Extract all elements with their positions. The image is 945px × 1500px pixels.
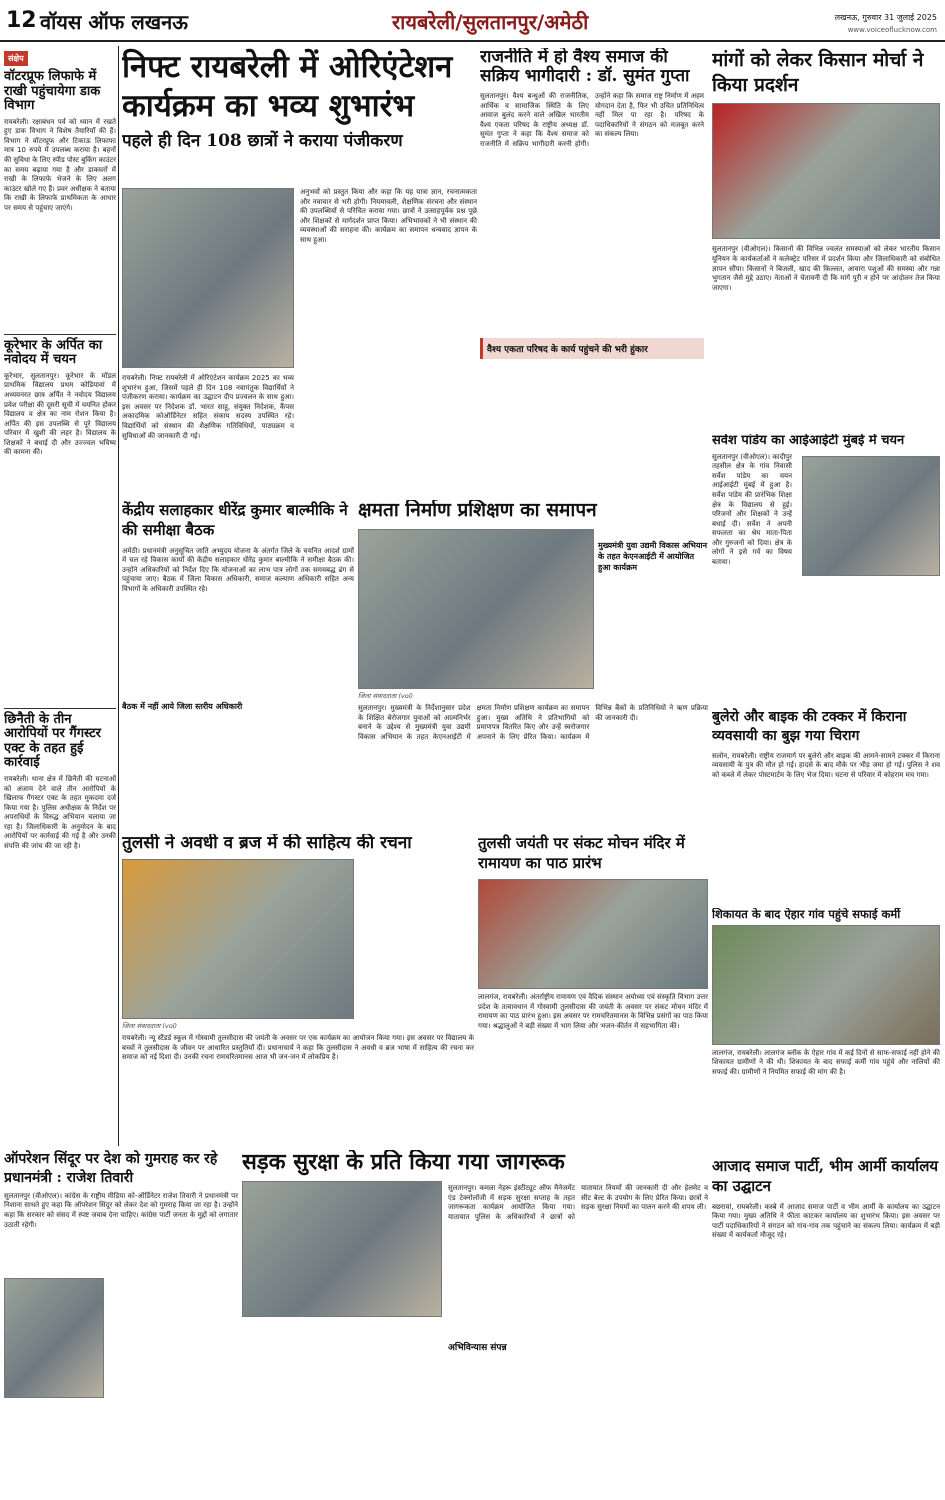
sarvesh-headline: सर्वेश पांडेय का आईआईटी मुंबई में चयन <box>712 434 905 448</box>
bolero-headline: बुलेरो और बाइक की टक्कर में किराना व्यवसायी का बुझ गया चिराग <box>712 709 907 744</box>
dateline: लखनऊ, गुरुवार 31 जुलाई 2025 <box>834 13 937 22</box>
dhirendra-body: अमेठी। प्रधानमंत्री अनुसूचित जाति अभ्युदय योजना के अंतर्गत जिले के चयनित आदर्श ग्रामों में चल रहे विकास कार्यों की केंद्रीय सलाहकार धीरेंद्र कुमार बाल्मीकि ने समीक्षा बैठक की। उन्होंने अधिकारियों को निर्देश दिए कि योजनाओं का लाभ पात्र लोगों तक समयबद्ध ढंग से पहुंचाया जाए। बैठक में जिला विकास अधिकारी, समाज कल्याण अधिकारी सहित अन्य विभागों के अधिकारी उपस्थित रहे। <box>122 546 354 593</box>
kshamata-body: सुलतानपुर। मुख्यमंत्री के निर्देशानुसार प्रदेश के शिक्षित बेरोजगार युवाओं को आत्मनिर्भर बनाने के उद्देश्य से मुख्यमंत्री युवा उद्यमी विकास अभियान के तहत केएनआईटी में क्षमता निर्माण प्रशिक्षण कार्यक्रम का समापन हुआ। मुख्य अतिथि ने प्रतिभागियों को प्रमाणपत्र वितरित किए और उन्हें स्वरोजगार अपनाने के लिए प्रेरित किया। कार्यक्रम में विभिन्न बैंकों के प्रतिनिधियों ने ऋण प्रक्रिया की जानकारी दी। <box>358 704 708 742</box>
lead-body-2: अनुभवों को प्रस्तुत किया और कहा कि यह यात्रा ज्ञान, रचनात्मकता और नवाचार से भरी होगी। नियमावली, शैक्षणिक संरचना और संस्थान की उपलब्धियों से परिचित कराया गया। छात्रों ने उत्साहपूर्वक प्रश्न पूछे और शिक्षकों से मार्गदर्शन प्राप्त किया। अभिभावकों ने भी संस्थान की व्यवस्थाओं की सराहना की। कार्यक्रम का समापन धन्यवाद ज्ञापन के साथ हुआ। <box>300 188 477 244</box>
sarvesh-photo <box>802 456 940 576</box>
brief-3-body: रायबरेली। थाना क्षेत्र में छिनैती की घटनाओं को अंजाम देने वाले तीन आरोपियों के खिलाफ गैंगस्टर एक्ट के तहत मुकदमा दर्ज किया गया है। पुलिस अधीक्षक के निर्देश पर अपराधियों के विरुद्ध अभियान चलाया जा रहा है। जिलाधिकारी के अनुमोदन के बाद आरोपियों पर कार्रवाई की गई है और उनकी संपत्ति की जांच की जा रही है। <box>4 774 116 851</box>
brief-column <box>4 46 116 1146</box>
vaishya-story <box>480 48 704 498</box>
sadak-story <box>242 1150 708 1495</box>
brand-name: वॉयस ऑफ लखनऊ <box>40 10 188 34</box>
kisan-photo <box>712 103 940 239</box>
tulsi-sahitya-photo <box>122 859 354 1019</box>
shikayat-photo <box>712 925 940 1045</box>
bolero-story <box>712 708 940 908</box>
tulsi-ramayan-headline: तुलसी जयंती पर संकट मोचन मंदिर में रामायण का पाठ प्रारंभ <box>478 834 685 872</box>
brief-1-body: रायबरेली। रक्षाबंधन पर्व को ध्यान में रखते हुए डाक विभाग ने विशेष तैयारियाँ की हैं। विभाग ने वॉटरप्रूफ और टिकाऊ लिफाफा मात्र 10 रुपये में उपलब्ध कराया है। बहनों की सुविधा के लिए स्पीड पोस्ट बुकिंग काउंटर का समय बढ़ाया गया है और डाकघरों में राखी के लिफाफे भेजने के लिए अलग काउंटर खोले गए हैं। प्रवर अधीक्षक ने बताया कि राखी के लिफाफे प्राथमिकता के आधार पर समय से पहुंचाए जाएंगे। <box>4 117 116 212</box>
lead-body-1: रायबरेली। निफ्ट रायबरेली में ओरिएंटेशन कार्यक्रम 2025 का भव्य शुभारंभ हुआ, जिसमें पहले ही दिन 108 नवागंतुक विद्यार्थियों ने पंजीकरण कराया। कार्यक्रम का उद्घाटन दीप प्रज्वलन के साथ हुआ। इस अवसर पर निदेशक डॉ. भारत साहू, संयुक्त निदेशक, कैंपस अकादमिक कोऑर्डिनेटर सहित संकाय सदस्य उपस्थित रहे। विद्यार्थियों को संस्थान की शैक्षणिक गतिविधियों, पाठ्यक्रम व सुविधाओं की जानकारी दी गई। <box>122 374 294 440</box>
kshamata-headline: क्षमता निर्माण प्रशिक्षण का समापन <box>358 500 597 521</box>
azad-story <box>712 1156 940 1496</box>
sindoor-headline: ऑपरेशन सिंदूर पर देश को गुमराह कर रहे प्रधानमंत्री : राजेश तिवारी <box>4 1151 218 1186</box>
section-title: रायबरेली/सुलतानपुर/अमेठी <box>392 10 589 34</box>
tulsi-ramayan-body: लालगंज, रायबरेली। अंतर्राष्ट्रीय रामायण एवं वैदिक संस्थान अयोध्या एवं संस्कृति विभाग उत्तर प्रदेश के तत्वावधान में गोस्वामी तुलसीदास की जयंती के अवसर पर संकट मोचन मंदिर में रामायण का पाठ प्रारंभ हुआ। इस अवसर पर रामचरितमानस के विभिन्न प्रसंगों का पाठ किया गया। श्रद्धालुओं ने बड़ी संख्या में भाग लिया और भजन-कीर्तन में सहभागिता की। <box>478 993 708 1030</box>
lead-story <box>122 48 477 498</box>
vaishya-headline: राजनीति में हो वैश्य समाज की सक्रिय भागीदारी : डॉ. सुमंत गुप्ता <box>480 48 690 87</box>
sindoor-body: सुलतानपुर (वीओएल)। कांग्रेस के राष्ट्रीय मीडिया को-ऑर्डिनेटर राजेश तिवारी ने प्रधानमंत्री पर निशाना साधते हुए कहा कि ऑपरेशन सिंदूर को लेकर देश को गुमराह किया जा रहा है। उन्होंने कहा कि सरकार को संसद में स्पष्ट जवाब देना चाहिए। कांग्रेस पार्टी जनता के मुद्दों को लगातार उठाती रहेगी। <box>4 1191 238 1229</box>
kshamata-photo <box>358 529 594 689</box>
vaishya-quote: वैश्य एकता परिषद के कार्य पहुंचने की भरी हुंकार <box>480 338 704 359</box>
kshamata-caption: जिला संवाददाता (vol) <box>358 692 414 701</box>
shikayat-body: लालगंज, रायबरेली। लालगंज ब्लॉक के ऐहार गांव में कई दिनों से साफ-सफाई नहीं होने की शिकायत ग्रामीणों ने की थी। शिकायत के बाद सफाई कर्मी गांव पहुंचे और नालियों की सफाई की। ग्रामीणों ने नियमित सफाई की मांग की है। <box>712 1048 940 1077</box>
brief-2-headline: कूरेभार के अर्पित का नवोदय में चयन <box>4 334 116 368</box>
azad-body: बछरावां, रायबरेली। कस्बे में आजाद समाज पार्टी व भीम आर्मी के कार्यालय का उद्घाटन किया गया। मुख्य अतिथि ने फीता काटकर कार्यालय का शुभारंभ किया। इस अवसर पर पार्टी पदाधिकारियों ने संगठन को गांव-गांव तक पहुंचाने का संकल्प लिया। कार्यक्रम में बड़ी संख्या में कार्यकर्ता मौजूद रहे। <box>712 1202 940 1240</box>
lead-headline: निफ्ट रायबरेली में ओरिएंटेशन कार्यक्रम का भव्य शुभारंभ <box>122 49 453 124</box>
shikayat-headline: शिकायत के बाद ऐहार गांव पहुंचे सफाई कर्मी <box>712 908 901 921</box>
tulsi-ramayan-photo <box>478 879 708 989</box>
page-number: 12 <box>6 8 37 33</box>
vaishya-body: सुलतानपुर। वैश्य बन्धुओं की राजनीतिक, आर्थिक व सामाजिक स्थिति के लिए आवाज बुलंद करने वाले अखिल भारतीय वैश्य एकता परिषद के राष्ट्रीय अध्यक्ष डॉ. सुमंत गुप्ता ने कहा कि वैश्य समाज को राजनीति में सक्रिय भागीदारी करनी होगी। उन्होंने कहा कि समाज राष्ट्र निर्माण में अहम योगदान देता है, फिर भी उचित प्रतिनिधित्व नहीं मिल पा रहा है। परिषद के पदाधिकारियों ने संगठन को मजबूत करने का संकल्प लिया। <box>480 92 704 149</box>
sarvesh-story <box>712 434 940 664</box>
sarvesh-body: सुलतानपुर (वीओएल)। कादीपुर तहसील क्षेत्र के गांव निवासी सर्वेश पांडेय का चयन आईआईटी मुंबई में हुआ है। सर्वेश पांडेय की प्रारंभिक शिक्षा क्षेत्र के विद्यालय से हुई। परिजनों और शिक्षकों ने उन्हें बधाई दी। सर्वेश ने अपनी सफलता का श्रेय माता-पिता और गुरुजनों को दिया। क्षेत्र के लोगों ने इसे गर्व का विषय बताया। <box>712 452 792 567</box>
dhirendra-headline: केंद्रीय सलाहकार धीरेंद्र कुमार बाल्मीकि ने की समीक्षा बैठक <box>122 501 348 540</box>
brief-tag: संक्षेप <box>4 51 28 66</box>
dhirendra-story <box>122 500 354 830</box>
masthead <box>0 0 945 44</box>
sadak-headline: सड़क सुरक्षा के प्रति किया गया जागरूक <box>242 1150 565 1175</box>
lead-subheadline: पहले ही दिन 108 छात्रों ने कराया पंजीकरण <box>122 130 403 151</box>
kshamata-tag: मुख्यमंत्री युवा उद्यमी विकास अभियान के तहत केएनआईटी में आयोजित हुआ कार्यक्रम <box>598 541 708 572</box>
brief-3-headline: छिनैती के तीन आरोपियों पर गैंगस्टर एक्ट के तहत हुई कार्रवाई <box>4 708 116 771</box>
kshamata-story <box>358 500 708 830</box>
azad-headline: आजाद समाज पार्टी, भीम आर्मी कार्यालय का उद्घाटन <box>712 1157 939 1196</box>
lead-photo <box>122 188 294 368</box>
brief-2-body: कूरेभार, सुलतानपुर। कूरेभार के मॉडल प्राथमिक विद्यालय प्रथम कोडियावां में अध्ययनरत छात्र अर्पित ने नवोदय विद्यालय प्रवेश परीक्षा की दूसरी सूची में चयनित होकर विद्यालय व क्षेत्र का नाम रोशन किया है। अर्पित की इस उपलब्धि से पूरे विद्यालय परिवार में खुशी की लहर है। विद्यालय के शिक्षकों ने बधाई दी और उज्ज्वल भविष्य की कामना की। <box>4 371 116 457</box>
shikayat-story <box>712 908 940 1152</box>
website: www.voiceoflucknow.com <box>847 26 937 34</box>
sindoor-story <box>4 1150 238 1495</box>
kisan-story <box>712 48 940 428</box>
tulsi-sahitya-story <box>122 834 474 1144</box>
bolero-body: सलोन, रायबरेली। राष्ट्रीय राजमार्ग पर बुलेरो और बाइक की आमने-सामने टक्कर में किराना व्यवसायी के पुत्र की मौत हो गई। हादसे के बाद मौके पर भीड़ जमा हो गई। पुलिस ने शव को कब्जे में लेकर पोस्टमार्टम के लिए भेज दिया। घटना से परिवार में कोहराम मच गया। <box>712 751 940 779</box>
sindoor-photo <box>4 1278 104 1398</box>
dhirendra-subhead: बैठक में नहीं आये जिला स्तरीय अधिकारी <box>122 701 243 711</box>
tulsi-sahitya-caption: जिला संवाददाता (vol) <box>122 1022 178 1031</box>
tulsi-ramayan-story <box>478 834 708 1144</box>
brief-1-headline: वॉटरप्रूफ लिफाफे में राखी पहुंचायेगा डाक विभाग <box>4 69 101 114</box>
kisan-headline: मांगों को लेकर किसान मोर्चा ने किया प्रदर्शन <box>712 49 924 96</box>
kisan-body: सुलतानपुर (वीओएल)। किसानों की विभिन्न ज्वलंत समस्याओं को लेकर भारतीय किसान यूनियन के कार्यकर्ताओं ने कलेक्ट्रेट परिसर में प्रदर्शन किया और जिलाधिकारी को संबोधित ज्ञापन सौंपा। किसानों ने बिजली, खाद की किल्लत, आवारा पशुओं की समस्या और गन्ना भुगतान जैसे मुद्दे उठाए। नेताओं ने चेतावनी दी कि मांगें पूरी न होने पर आंदोलन तेज किया जाएगा। <box>712 245 940 292</box>
sadak-photo <box>242 1181 442 1317</box>
tulsi-sahitya-body: रायबरेली। न्यू स्टैंडर्ड स्कूल में गोस्वामी तुलसीदास की जयंती के अवसर पर एक कार्यक्रम का आयोजन किया गया। इस अवसर पर विद्यालय के बच्चों ने तुलसीदास के जीवन पर आधारित प्रस्तुतियाँ दीं। प्रधानाचार्य ने कहा कि तुलसीदास ने अवधी व ब्रज भाषा में साहित्य की रचना कर समाज को नई दिशा दी। उनकी रचना रामचरितमानस आज भी जन-जन में लोकप्रिय है। <box>122 1034 474 1062</box>
sadak-body: सुलतानपुर। कमला नेहरू इंस्टीट्यूट ऑफ मैनेजमेंट एंड टेक्नोलॉजी में सड़क सुरक्षा सप्ताह के तहत जागरूकता कार्यक्रम आयोजित किया गया। यातायात पुलिस के अधिकारियों ने छात्रों को यातायात नियमों की जानकारी दी और हेलमेट व सीट बेल्ट के उपयोग के लिए प्रेरित किया। छात्रों ने सड़क सुरक्षा नियमों का पालन करने की शपथ ली। <box>448 1184 708 1221</box>
tulsi-sahitya-headline: तुलसी ने अवधी व ब्रज में की साहित्य की रचना <box>122 834 412 853</box>
sadak-subhead: अभिविन्यास संपन्न <box>448 1343 507 1353</box>
